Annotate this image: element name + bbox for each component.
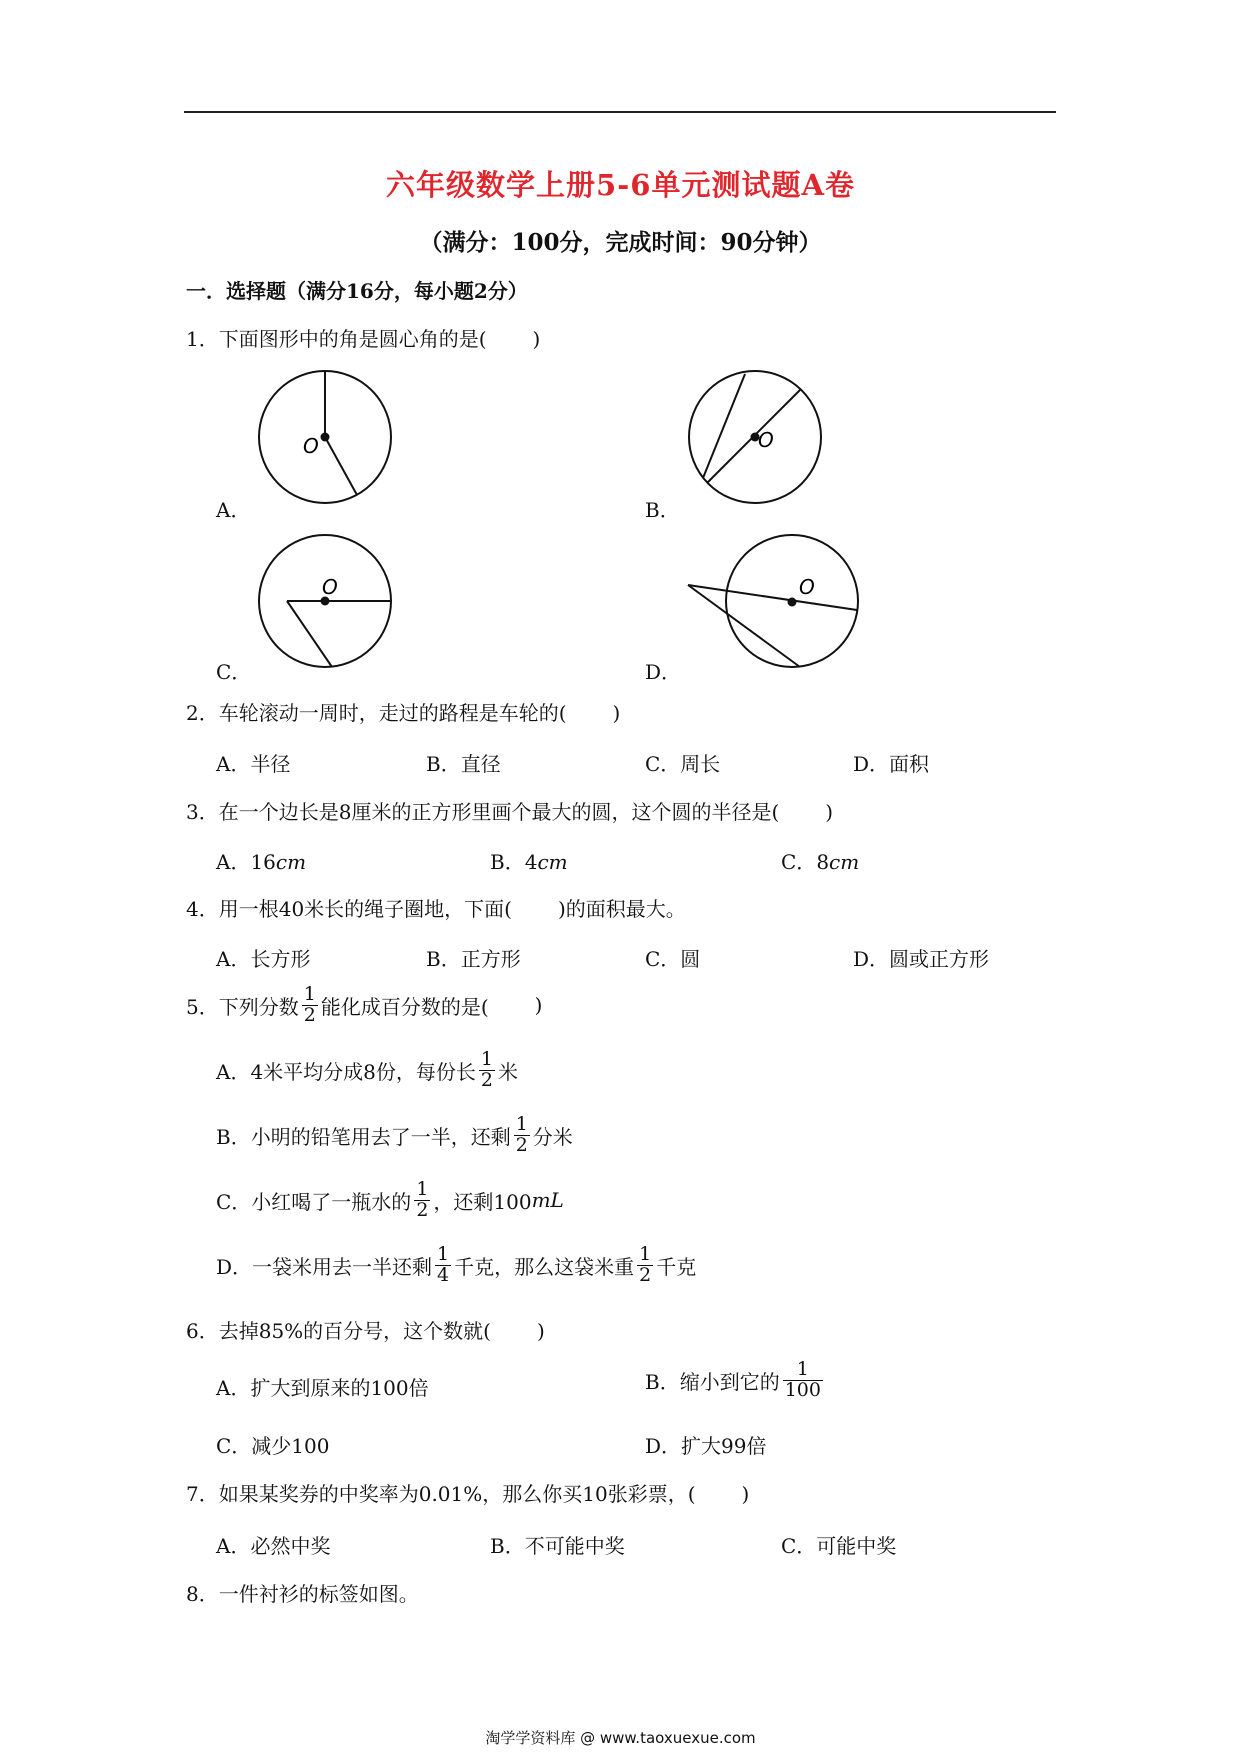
q3-option-a[interactable]: A．16cm <box>216 850 307 874</box>
fraction: $\frac{1}{2}$ <box>515 1113 528 1156</box>
fraction: $\frac{1}{2}$ <box>303 983 316 1026</box>
fraction: $\frac{1}{2}$ <box>639 1243 652 1286</box>
q4-option-d[interactable]: D．圆或正方形 <box>853 947 990 971</box>
q4-option-b[interactable]: B．正方形 <box>426 947 521 971</box>
q7-option-a[interactable]: A．必然中奖 <box>216 1534 331 1558</box>
q1-option-b[interactable]: B． <box>645 498 680 522</box>
center-label-o: O <box>758 428 774 452</box>
question-6: 6．去掉85%的百分号，这个数就( ) <box>186 1319 545 1343</box>
q1-option-d[interactable]: D． <box>645 660 682 684</box>
question-4: 4．用一根40米长的绳子圈地，下面( )的面积最大。 <box>186 897 686 921</box>
q2-option-b[interactable]: B．直径 <box>426 752 501 776</box>
q6-option-d[interactable]: D．扩大99倍 <box>645 1434 767 1458</box>
question-8: 8．一件衬衫的标签如图。 <box>186 1582 419 1606</box>
q6-option-c[interactable]: C．减少100 <box>216 1434 330 1458</box>
page-title: 六年级数学上册5-6单元测试题A卷 <box>386 168 855 202</box>
question-2: 2．车轮滚动一周时，走过的路程是车轮的( ) <box>186 701 621 725</box>
center-label-o: O <box>322 575 338 599</box>
q5-option-a[interactable]: A．4米平均分成8份，每份长 $\frac{1}{2}$ 米 <box>216 1048 518 1091</box>
q6-option-a[interactable]: A．扩大到原来的100倍 <box>216 1376 429 1400</box>
q2-option-d[interactable]: D．面积 <box>853 752 930 776</box>
q4-option-a[interactable]: A．长方形 <box>216 947 311 971</box>
center-label-o: O <box>799 575 815 599</box>
q5-option-d[interactable]: D．一袋米用去一半还剩 $\frac{1}{4}$ 千克，那么这袋米重 $\frac{1}{2}$ 千克 <box>216 1243 697 1286</box>
fraction: $\frac{1}{2}$ <box>480 1048 493 1091</box>
center-label-o: O <box>303 434 319 458</box>
header-rule <box>184 111 1056 113</box>
q2-option-a[interactable]: A．半径 <box>216 752 291 776</box>
figure-1b <box>680 367 830 507</box>
figure-1c <box>250 531 400 671</box>
q4-option-c[interactable]: C．圆 <box>645 947 701 971</box>
question-7: 7．如果某奖券的中奖率为0.01%，那么你买10张彩票，( ) <box>186 1482 750 1506</box>
question-1: 1．下面图形中的角是圆心角的是( ) <box>186 327 541 351</box>
q1-option-c[interactable]: C． <box>216 660 252 684</box>
figure-1a <box>250 367 400 507</box>
fraction: $\frac{1}{4}$ <box>437 1243 450 1286</box>
q3-option-b[interactable]: B．4cm <box>490 850 568 874</box>
footer-watermark: 淘学学资料库 @ www.taoxuexue.com <box>485 1729 756 1747</box>
q1-option-a[interactable]: A． <box>216 498 251 522</box>
q6-option-b[interactable]: B．缩小到它的 $\frac{1}{100}$ <box>645 1358 821 1401</box>
question-5: 5．下列分数 $\frac{1}{2}$ 能化成百分数的是( ) <box>186 983 543 1026</box>
q2-option-c[interactable]: C．周长 <box>645 752 721 776</box>
q5-option-b[interactable]: B．小明的铅笔用去了一半，还剩 $\frac{1}{2}$ 分米 <box>216 1113 573 1156</box>
page-subtitle: （满分：100分，完成时间：90分钟） <box>419 229 822 256</box>
q7-option-b[interactable]: B．不可能中奖 <box>490 1534 625 1558</box>
q5-option-c[interactable]: C．小红喝了一瓶水的 $\frac{1}{2}$ ，还剩100 mL <box>216 1178 564 1221</box>
q3-option-c[interactable]: C．8cm <box>781 850 860 874</box>
question-3: 3．在一个边长是8厘米的正方形里画个最大的圆，这个圆的半径是( ) <box>186 800 834 824</box>
q7-option-c[interactable]: C．可能中奖 <box>781 1534 897 1558</box>
figure-1d <box>680 531 870 671</box>
fraction: $\frac{1}{100}$ <box>784 1358 821 1401</box>
section-heading: 一．选择题（满分16分，每小题2分） <box>186 279 528 303</box>
fraction: $\frac{1}{2}$ <box>416 1178 429 1221</box>
